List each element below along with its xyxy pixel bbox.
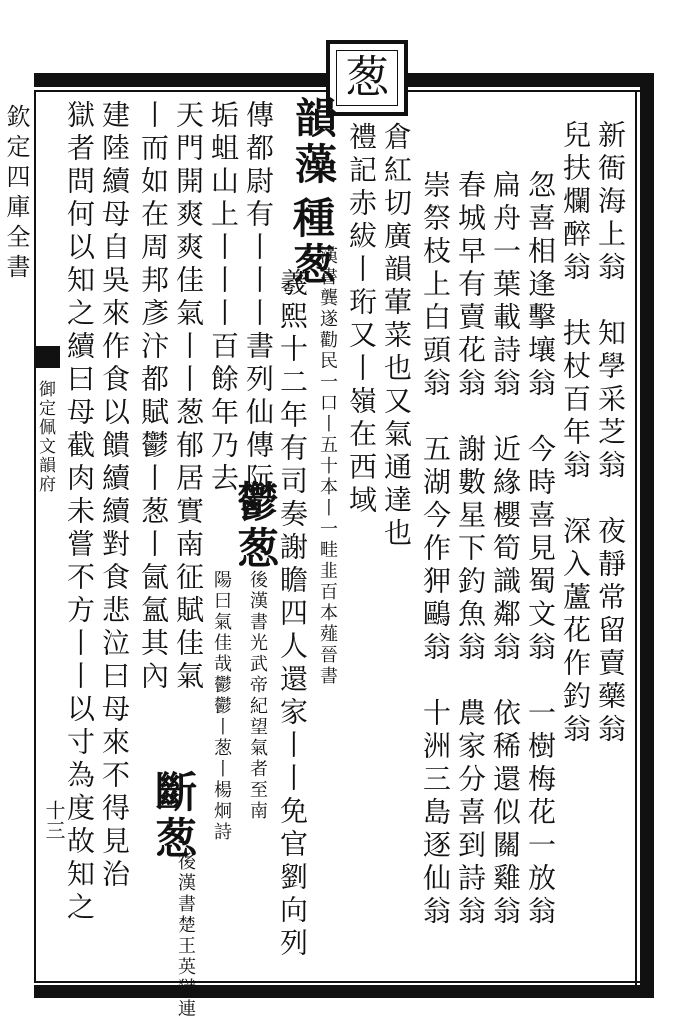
text-column-2: 兒扶爛醉翁 扶杖百年翁 深入蘆花作釣翁 [559,120,592,747]
section-heading-yunzao: 韻藻 [289,96,338,188]
rhyme-heading-box [326,40,408,116]
frame-right-border [640,73,654,998]
rhyme-heading-char: 葱 [345,52,389,103]
text-column-14b: 後漢書楚王英獄連 [175,852,196,1020]
text-column-9: 漢書龔遂勸民一口丨五十本丨一畦韭百本薤晉書 [317,246,338,687]
entry-heading-yucong: 鬱葱 [231,480,280,572]
frame-bottom-inner-rule [34,981,640,983]
entry-heading-zhongcong: 種葱 [287,196,336,288]
text-column-11: 傳都尉有丨丨丨書列仙傳阮 [242,100,275,496]
text-column-12: 垢蛆山上丨丨丨百餘年乃去 [207,100,240,496]
margin-page-number: 十三 [42,800,66,840]
text-column-13: 天門開爽爽佳氣丨丨葱郁居實南征賦佳氣 [172,100,205,694]
text-column-14: 丨而如在周邦彥汴都賦鬱丨葱丨氤氳其內 [137,100,170,694]
margin-subtitle: 御定佩文韻府 [35,380,55,494]
margin-book-title: 欽定四庫全書 [2,104,30,284]
text-column-15: 建陸續母自吳來作食以饋續續對食悲泣曰母來不得見治 [98,100,131,892]
text-column-12b: 陽曰氣佳哉鬱鬱丨葱丨楊炯詩 [211,570,232,843]
text-column-11b: 後漢書光武帝紀望氣者至南 [247,570,268,822]
fishtail-mark [34,346,60,368]
rhyme-heading-inner [336,50,398,106]
text-column-7: 倉紅切廣韻葷菜也又氣通達也 [380,122,413,551]
text-column-1: 新衙海上翁 知學采芝翁 夜靜常留賣藥翁 [594,120,627,747]
frame-bottom-border [34,985,654,998]
frame-right-inner-rule [635,90,637,998]
text-column-6: 崇祭枝上白頭翁 五湖今作狎鷗翁 十洲三島逐仙翁 [419,170,452,929]
margin-rule [34,92,36,981]
text-column-8: 禮記赤紱丨珩又丨嶺在西域 [345,122,378,518]
text-column-5: 春城早有賣花翁 謝數星下釣魚翁 農家分喜到詩翁 [454,170,487,929]
entry-heading-duancong: 斷葱 [149,770,198,862]
text-column-4: 扁舟一葉載詩翁 近緣櫻筍識鄰翁 依稀還似關雞翁 [489,170,522,929]
text-column-3: 忽喜相逢擊壤翁 今時喜見蜀文翁 一樹梅花一放翁 [524,170,557,929]
text-column-10: 羲熙十二年有司奏謝瞻四人還家丨丨免官劉向列 [276,268,309,961]
text-column-16: 獄者問何以知之續曰母截肉未嘗不方丨丨以寸為度故知之 [63,100,96,925]
